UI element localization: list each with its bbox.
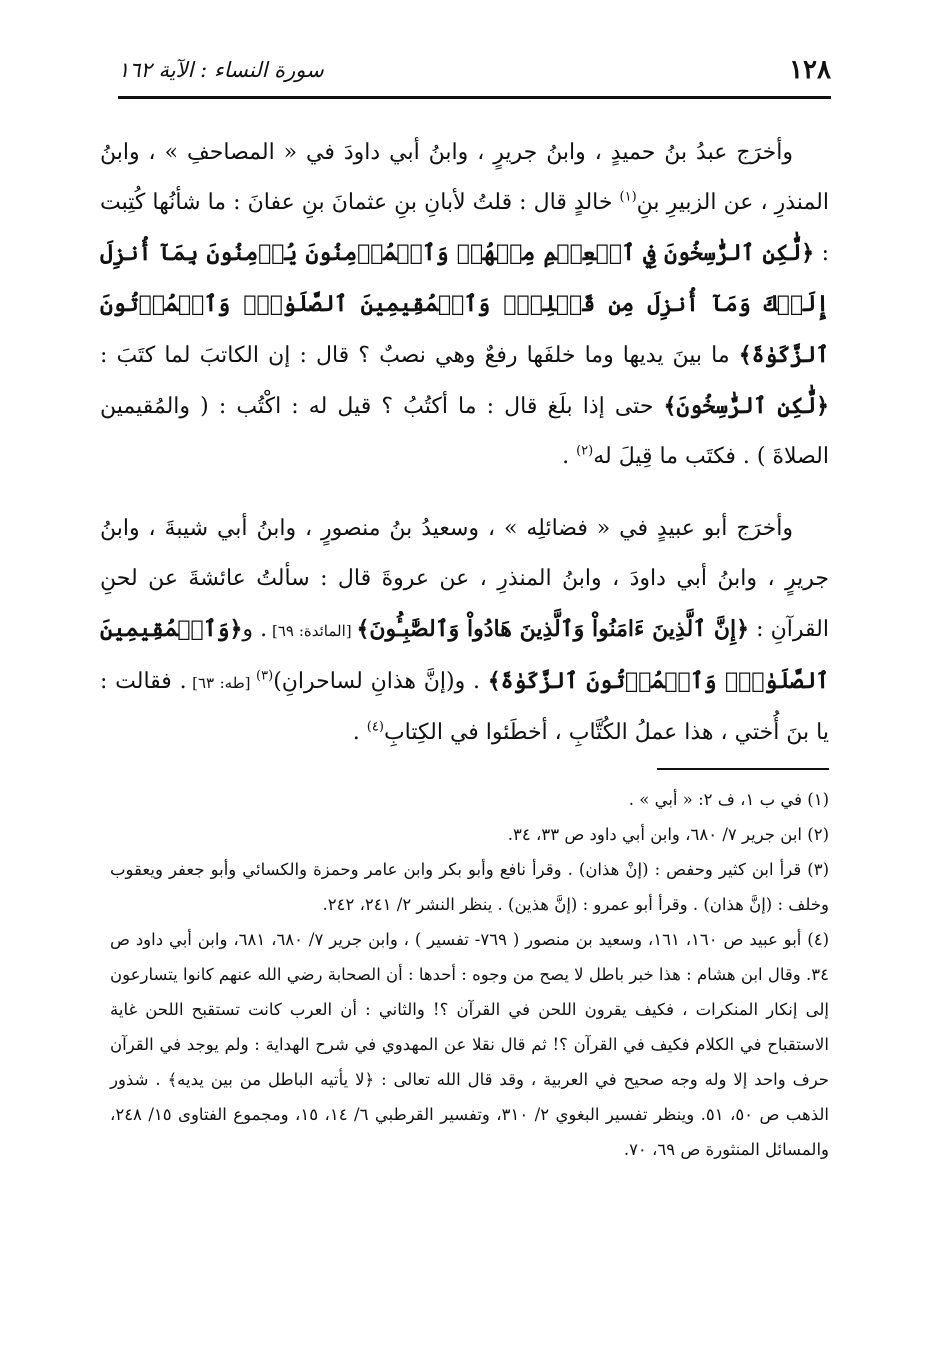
footnote-ref-2[interactable]: (٢) bbox=[576, 443, 594, 459]
footnote-2: (٢) ابن جرير ٧/ ٦٨٠، وابن أبي داود ص ٣٣، ٣٤. bbox=[507, 825, 829, 844]
text-run: . bbox=[352, 720, 367, 745]
footnote-ref-3[interactable]: (٣) bbox=[256, 668, 274, 684]
text-run: . bbox=[562, 444, 577, 469]
quran-verse: ﴿وَٱلۡمُقِيمِينَ ٱلصَّلَوٰةَۚ وَٱلۡمُؤۡتُونَ ٱلزَّكَوٰةَ﴾ bbox=[100, 616, 830, 694]
footnote-1: (١) في ب ١، ف ٢: « أبي » . bbox=[628, 790, 829, 809]
text-run: ما بينَ يديها وما خلفَها رفعٌ وهي نصبٌ ؟ قال : إن الكاتبَ لما كتَبَ : bbox=[100, 343, 739, 368]
footnote-ref-4[interactable]: (٤) bbox=[366, 719, 384, 735]
footnote-3: (٣) قرأ ابن كثير وحفص : (إنْ هذان) . وقرأ نافع وأبو بكر وابن عامر وحمزة والكسائي وأبو جعفر ويعقوب وخلف : (إنَّ هذان) . وقرأ أبو عمرو : (إنَّ هذين) . ينظر النشر ٢/ ٢٤١، ٢٤٢. bbox=[110, 860, 829, 914]
verse-reference: [المائدة: ٦٩] bbox=[267, 622, 357, 640]
text-run: وأخرَج أبو عبيدٍ في « فضائلِه » ، وسعيدُ بنُ منصورٍ ، وابنُ أبي شيبةَ ، وابنُ جريرٍ ، وابنُ أبي داودَ ، وابنُ المنذرِ ، عن عروةَ قال : سألتُ عائشةَ عن لحنِ القرآنِ : bbox=[100, 516, 829, 642]
quran-verse: ﴿لَّٰكِنِ ٱلرَّٰسِخُونَ فِي ٱلۡعِلۡمِ مِنۡهُمۡ وَٱلۡمُؤۡمِنُونَ يُؤۡمِنُونَ بِمَآ أُنزِلَ إِلَيۡكَ وَمَآ أُنزِلَ مِن قَبۡلِكَۚ وَٱلۡمُقِيمِينَ ٱلصَّلَوٰةَۚ وَٱلۡمُؤۡتُونَ ٱلزَّكَوٰةَ﴾ bbox=[100, 240, 829, 368]
text-run: حتى إذا بلَغ قال : ما أكتُبُ ؟ قيل له : اكْتُب : ( والمُقيمين الصلاةَ ) . فكتَب ما قِيلَ له bbox=[100, 394, 829, 469]
page-number: ١٢٨ bbox=[789, 55, 831, 85]
text-run: وأخرَج عبدُ بنُ حميدٍ ، وابنُ جريرٍ ، وابنُ أبي داودَ في « المصاحفِ » ، وابنُ المنذرِ ، عن الزبيرِ بنِ bbox=[100, 140, 829, 215]
quran-verse: ﴿إِنَّ ٱلَّذِينَ ءَامَنُواْ وَٱلَّذِينَ هَادُواْ وَٱلصَّٰبِـُٔونَ﴾ bbox=[356, 616, 750, 642]
running-title: سورة النساء : الآية ١٦٢ bbox=[118, 58, 324, 82]
footnote-separator bbox=[657, 768, 829, 770]
page-header bbox=[118, 48, 831, 92]
footnotes bbox=[110, 782, 829, 1167]
paragraph-1 bbox=[100, 128, 829, 482]
footnote-ref-1[interactable]: (١) bbox=[619, 189, 637, 205]
text-run: خالدٍ قال : قلتُ لأبانِ بنِ عثمانَ بنِ عفانَ : ما شأنُها كُتِبت : bbox=[100, 190, 830, 266]
text-run: . و(إنَّ هذانِ لساحرانِ) bbox=[273, 669, 488, 694]
text-run: . فقالت : يا بنَ أُختي ، هذا عملُ الكُتَّابِ ، أخطَئوا في الكِتابِ bbox=[100, 669, 829, 745]
footnote-4: (٤) أبو عبيد ص ١٦٠، ١٦١، وسعيد بن منصور ( ٧٦٩- تفسير ) ، وابن جرير ٧/ ٦٨٠، ٦٨١، وابن أبي داود ص ٣٤. وقال ابن هشام : هذا خبر باطل لا يصح من وجوه : أحدها : أن الصحابة رضي الله عنهم كانوا يتسارعون إلى إنكار المنكرات ، فكيف يقرون اللحن في القرآن ؟! والثاني : أن العرب كانت تستقبح اللحن غاية الاستقباح في الكلام فكيف في القرآن ؟! ثم قال نقلا عن المهدوي في شرح الهداية : ولم يوجد في القرآن حرف واحد إلا وله وجه صحيح في العربية ، وقد قال الله تعالى : ﴿لا يأتيه الباطل من بين يديه﴾ . شذور الذهب ص ٥٠، ٥١. وينظر تفسير البغوي ٢/ ٣١٠، وتفسير القرطبي ٦/ ١٤، ١٥، ومجموع الفتاوى ١٥/ ٢٤٨، والمسائل المنثورة ص ٦٩، ٧٠. bbox=[110, 930, 829, 1159]
quran-verse: ﴿لَّٰكِنِ ٱلرَّٰسِخُونَ﴾ bbox=[663, 393, 829, 419]
text-run: . و bbox=[242, 617, 268, 642]
verse-reference: [طه: ٦٣] bbox=[186, 674, 257, 692]
main-text bbox=[100, 128, 829, 758]
paragraph-2 bbox=[100, 504, 829, 758]
header-rule bbox=[118, 96, 831, 99]
